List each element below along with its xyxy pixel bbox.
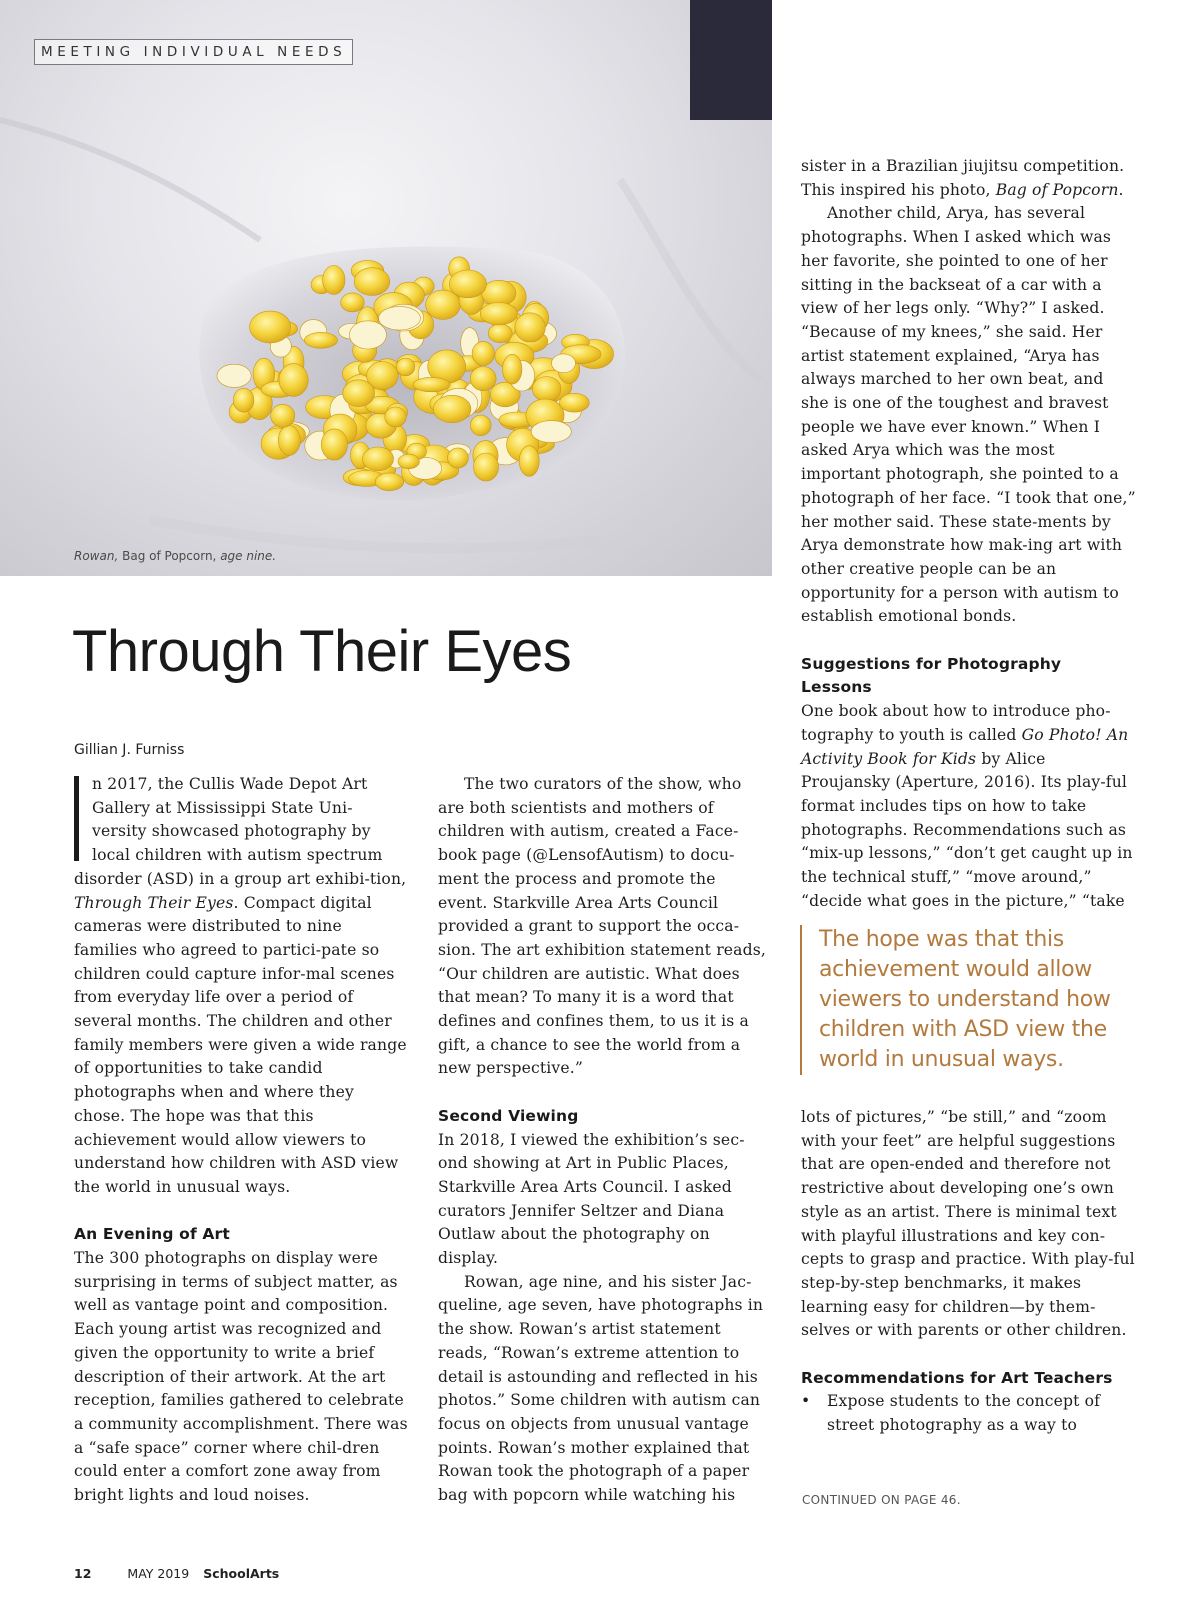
intro-paragraph: [74, 773, 410, 1200]
popcorn-kernel: [515, 313, 545, 342]
popcorn-bag-photo: [0, 0, 772, 576]
exhibition-title: Through Their Eyes: [74, 893, 234, 912]
popcorn-kernel: [532, 377, 561, 402]
intro-line-3: versity showcased photography by: [92, 822, 371, 841]
popcorn-kernel: [250, 311, 291, 343]
intro-line-5: disorder (ASD) in a group art exhibi-tion,: [74, 869, 407, 888]
article-title: Through Their Eyes: [72, 619, 572, 684]
popcorn-kernel: [519, 446, 539, 477]
caption-artist: Rowan,: [74, 549, 119, 563]
popcorn-kernel: [363, 447, 394, 471]
popcorn-kernel: [413, 377, 450, 391]
caption-age: age nine.: [220, 549, 277, 563]
book-title: Go Photo! An Activity Book for Kids: [801, 725, 1129, 768]
continued-on-link[interactable]: CONTINUED ON PAGE 46.: [802, 1493, 961, 1507]
suggestions-text: One book about how to introduce pho-tography to youth is called: [801, 702, 1111, 744]
section-tag: MEETING INDIVIDUAL NEEDS: [34, 39, 353, 65]
popcorn-kernel: [385, 407, 406, 427]
popcorn-kernel: [321, 429, 347, 460]
popcorn-kernel: [470, 415, 491, 436]
photo-caption: [74, 549, 276, 563]
popcorn-kernel: [480, 303, 517, 325]
heading-second-viewing: Second Viewing: [438, 1106, 579, 1125]
popcorn-kernel: [426, 290, 461, 319]
column-1: [74, 773, 410, 1508]
popcorn-kernel: [470, 367, 496, 391]
suggestions-paragraph: [801, 700, 1136, 913]
popcorn-kernel: [304, 332, 337, 348]
page-number: 12: [74, 1566, 92, 1581]
popcorn-kernel: [488, 324, 512, 343]
popcorn-kernel: [474, 453, 499, 481]
popcorn-kernel: [531, 421, 571, 443]
popcorn-kernel: [398, 454, 419, 469]
continued-paragraph: lots of pictures,” “be still,” and “zoom with your feet” are helpful suggestions that are open-ended and therefore not restrictive about developing one’s own style as an artist. There is minimal text with playful illustrations and key con-cepts to grasp and practice. With play-ful step-by-step benchmarks, it makes learning easy for children—by them-selves or with parents or other children.: [801, 1108, 1135, 1340]
popcorn-kernel: [448, 448, 469, 468]
intro-line-4: local children with autism spectrum: [92, 846, 383, 865]
popcorn-kernel: [341, 293, 365, 312]
photo-title-ref: Bag of Popcorn: [995, 180, 1119, 199]
suggestions-text-end: by Alice Proujansky (Aperture, 2016). Its play-ful format includes tips on how to take photographs. Recommendations such as “mix-up lessons,” “don’t get caught up in the technical stuff,” “move around,” “decide what goes in the picture,” “take: [801, 749, 1133, 910]
page-footer: [74, 1566, 279, 1581]
popcorn-kernel: [278, 425, 300, 455]
popcorn-kernel: [279, 364, 308, 397]
popcorn-kernel: [375, 473, 404, 491]
evening-paragraph: The 300 photographs on display were surprising in terms of subject matter, as well as vantage point and composition. Each young artist was recognized and given the opportunity to write a brief description of their artwork. At the art reception, families gathered to celebrate a community accomplishment. There was a “safe space” corner where chil-dren could enter a comfort zone away from bright lights and loud noises.: [74, 1249, 408, 1505]
popcorn-kernel: [396, 358, 414, 376]
intro-rest: . Compact digital cameras were distributed to nine families who agreed to partici-pate so children could capture infor-mal scenes from everyday life over a period of several months. The children and other family members were given a wide range of opportunities to take candid photographs when and where they chose. The hope was that this achievement would allow viewers to understand how children with ASD view the world in unusual ways.: [74, 893, 407, 1196]
popcorn-kernel: [433, 395, 471, 422]
popcorn-illustration: [0, 0, 772, 576]
second-viewing-paragraph: In 2018, I viewed the exhibition’s sec-ond showing at Art in Public Places, Starkville Area Arts Council. I asked curators Jennifer Seltzer and Diana Outlaw about the photography on display.: [438, 1130, 745, 1268]
popcorn-kernel: [271, 404, 295, 427]
arya-paragraph: Another child, Arya, has several photographs. When I asked which was her favorite, she pointed to one of her sitting in the backseat of a car with a view of her legs only. “Why?” I asked. “Because of my knees,” she said. Her artist statement explained, “Arya has always marched to her own beat, and she is one of the toughest and bravest people we have ever known.” When I asked Arya which was the most important photograph, she pointed to a photograph of her face. “I took that one,” her mother said. These state-ments by Arya demonstrate how mak-ing art with other creative people can be an opportunity for a person with autism to establish emotional bonds.: [801, 204, 1136, 626]
curators-paragraph: The two curators of the show, who are both scientists and mothers of children with autism, created a Face-book page (@LensofAutism) to docu-ment the process and promote the event. Starkville Area Arts Council provided a grant to support the occa-sion. The art exhibition statement reads, “Our children are autistic. What does that mean? To many it is a word that defines and confines them, to us it is a gift, a chance to see the world from a new perspective.”: [438, 775, 767, 1078]
intro-line-2: Gallery at Mississippi State Uni-: [92, 798, 353, 817]
sister-text: sister in a Brazilian jiujitsu competition. This inspired his photo,: [801, 157, 1125, 199]
popcorn-kernel: [472, 341, 494, 365]
popcorn-kernel: [323, 266, 345, 295]
heading-recommendations: Recommendations for Art Teachers: [801, 1368, 1113, 1387]
column-3-top: [801, 155, 1136, 913]
pull-quote: The hope was that this achievement would allow viewers to understand how children with ASD view the world in unusual ways.: [800, 925, 1149, 1075]
popcorn-kernel: [379, 306, 421, 330]
column-3-bottom: [801, 1106, 1136, 1438]
popcorn-kernel: [503, 354, 522, 384]
heading-suggestions: Suggestions for Photography Lessons: [801, 654, 1062, 697]
bullet-text: Expose students to the concept of street photography as a way to: [827, 1392, 1101, 1435]
popcorn-kernel: [559, 393, 589, 412]
intro-line-1: n 2017, the Cullis Wade Depot Art: [92, 775, 368, 793]
byline: Gillian J. Furniss: [74, 742, 185, 758]
caption-title: Bag of Popcorn,: [122, 549, 217, 563]
popcorn-kernel: [354, 268, 390, 296]
sister-paragraph: [801, 155, 1136, 202]
popcorn-kernel: [343, 380, 375, 407]
issue-date: MAY 2019: [127, 1566, 190, 1581]
heading-evening-of-art: An Evening of Art: [74, 1225, 230, 1244]
column-2: [438, 773, 770, 1508]
bullet-icon: •: [801, 1392, 811, 1411]
popcorn-kernel: [217, 364, 251, 387]
popcorn-kernel: [349, 321, 386, 349]
rowan-paragraph: Rowan, age nine, and his sister Jac-queline, age seven, have photographs in the show. Rowan’s artist statement reads, “Rowan’s extreme attention to detail is astounding and reflected in his photos.” Some children with autism can focus on objects from unusual vantage points. Rowan’s mother explained that Rowan took the photograph of a paper bag with popcorn while watching his: [438, 1272, 764, 1505]
bullet-item: [801, 1390, 1136, 1437]
magazine-name: SchoolArts: [203, 1566, 280, 1581]
popcorn-kernel: [233, 388, 254, 412]
sister-text-end: .: [1118, 180, 1124, 199]
popcorn-kernel: [552, 354, 576, 373]
popcorn-kernel: [449, 270, 486, 298]
